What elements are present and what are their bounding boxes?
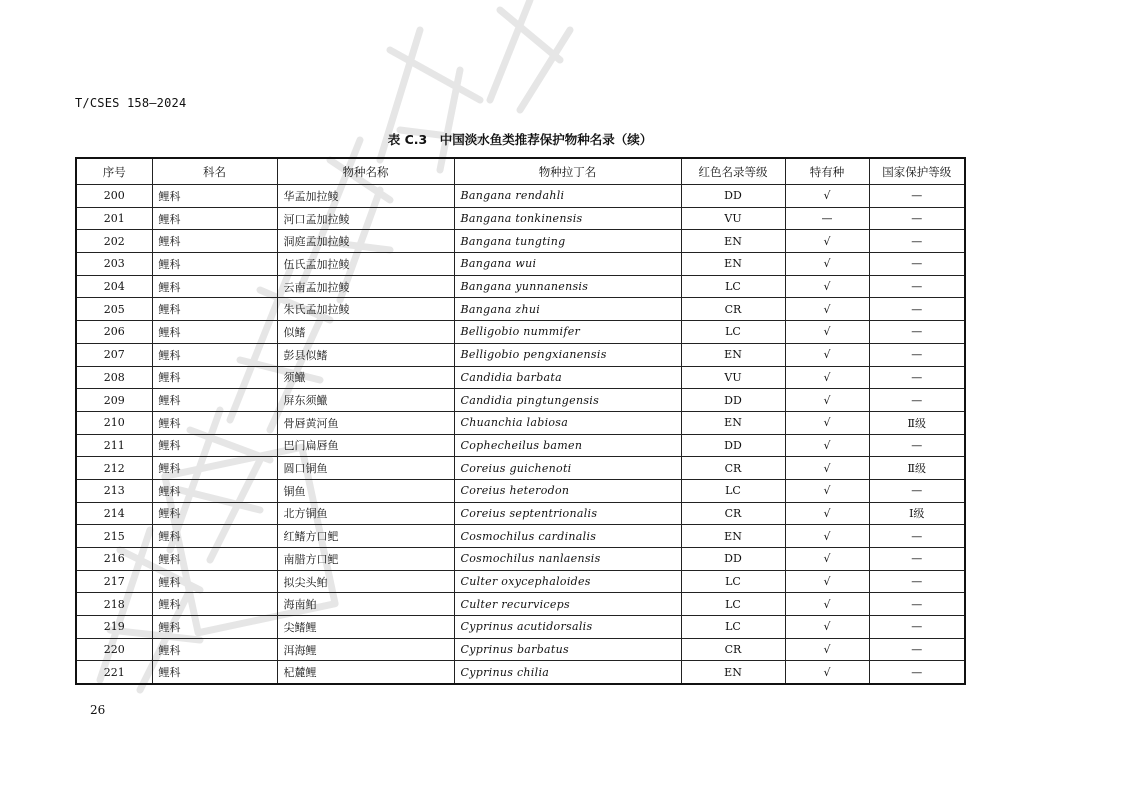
column-header: 红色名录等级 <box>681 158 785 185</box>
latin-name-cell: Cophecheilus bamen <box>454 434 681 457</box>
endemic-cell: √ <box>785 525 869 548</box>
red-list-level-cell: EN <box>681 525 785 548</box>
endemic-cell: √ <box>785 457 869 480</box>
species-name-cell: 彭县似鳍 <box>277 343 454 366</box>
endemic-cell: √ <box>785 434 869 457</box>
family-cell: 鲤科 <box>152 275 277 298</box>
table-row <box>76 230 965 253</box>
protection-level-cell: — <box>869 525 965 548</box>
column-header: 特有种 <box>785 158 869 185</box>
serial-number-cell: 201 <box>76 207 152 230</box>
red-list-level-cell: LC <box>681 321 785 344</box>
family-cell: 鲤科 <box>152 457 277 480</box>
red-list-level-cell: CR <box>681 457 785 480</box>
protection-level-cell: Ⅱ级 <box>869 411 965 434</box>
family-cell: 鲤科 <box>152 366 277 389</box>
protection-level-cell: — <box>869 185 965 208</box>
red-list-level-cell: CR <box>681 502 785 525</box>
latin-name-cell: Coreius septentrionalis <box>454 502 681 525</box>
species-name-cell: 海南鲌 <box>277 593 454 616</box>
document-code: T/CSES 158—2024 <box>75 96 187 110</box>
endemic-cell: √ <box>785 253 869 276</box>
family-cell: 鲤科 <box>152 661 277 684</box>
serial-number-cell: 212 <box>76 457 152 480</box>
species-table <box>75 157 966 685</box>
protection-level-cell: — <box>869 593 965 616</box>
table-row <box>76 411 965 434</box>
family-cell: 鲤科 <box>152 411 277 434</box>
red-list-level-cell: LC <box>681 593 785 616</box>
protection-level-cell: — <box>869 298 965 321</box>
protection-level-cell: Ⅰ级 <box>869 502 965 525</box>
latin-name-cell: Bangana tonkinensis <box>454 207 681 230</box>
latin-name-cell: Chuanchia labiosa <box>454 411 681 434</box>
protection-level-cell: — <box>869 275 965 298</box>
family-cell: 鲤科 <box>152 638 277 661</box>
endemic-cell: √ <box>785 275 869 298</box>
latin-name-cell: Culter recurviceps <box>454 593 681 616</box>
endemic-cell: √ <box>785 638 869 661</box>
red-list-level-cell: CR <box>681 638 785 661</box>
red-list-level-cell: LC <box>681 570 785 593</box>
species-name-cell: 华孟加拉鲮 <box>277 185 454 208</box>
latin-name-cell: Bangana rendahli <box>454 185 681 208</box>
species-name-cell: 洱海鲤 <box>277 638 454 661</box>
protection-level-cell: — <box>869 548 965 571</box>
endemic-cell: √ <box>785 366 869 389</box>
endemic-cell: √ <box>785 343 869 366</box>
red-list-level-cell: EN <box>681 253 785 276</box>
table-row <box>76 525 965 548</box>
red-list-level-cell: VU <box>681 366 785 389</box>
protection-level-cell: — <box>869 661 965 684</box>
column-header: 序号 <box>76 158 152 185</box>
family-cell: 鲤科 <box>152 253 277 276</box>
protection-level-cell: — <box>869 366 965 389</box>
family-cell: 鲤科 <box>152 207 277 230</box>
table-row <box>76 434 965 457</box>
table-row <box>76 638 965 661</box>
red-list-level-cell: LC <box>681 616 785 639</box>
serial-number-cell: 206 <box>76 321 152 344</box>
table-header-row <box>76 158 965 185</box>
red-list-level-cell: CR <box>681 298 785 321</box>
serial-number-cell: 220 <box>76 638 152 661</box>
protection-level-cell: — <box>869 570 965 593</box>
endemic-cell: √ <box>785 185 869 208</box>
latin-name-cell: Bangana wui <box>454 253 681 276</box>
protection-level-cell: — <box>869 479 965 502</box>
latin-name-cell: Bangana zhui <box>454 298 681 321</box>
endemic-cell: √ <box>785 479 869 502</box>
species-name-cell: 河口孟加拉鲮 <box>277 207 454 230</box>
protection-level-cell: — <box>869 638 965 661</box>
endemic-cell: √ <box>785 616 869 639</box>
species-name-cell: 屏东须鱲 <box>277 389 454 412</box>
serial-number-cell: 210 <box>76 411 152 434</box>
red-list-level-cell: LC <box>681 479 785 502</box>
red-list-level-cell: DD <box>681 389 785 412</box>
latin-name-cell: Coreius guichenoti <box>454 457 681 480</box>
table-row <box>76 298 965 321</box>
endemic-cell: — <box>785 207 869 230</box>
serial-number-cell: 200 <box>76 185 152 208</box>
serial-number-cell: 209 <box>76 389 152 412</box>
red-list-level-cell: EN <box>681 230 785 253</box>
red-list-level-cell: DD <box>681 548 785 571</box>
table-row <box>76 457 965 480</box>
serial-number-cell: 219 <box>76 616 152 639</box>
latin-name-cell: Culter oxycephaloides <box>454 570 681 593</box>
species-name-cell: 北方铜鱼 <box>277 502 454 525</box>
table-row <box>76 321 965 344</box>
species-name-cell: 云南孟加拉鲮 <box>277 275 454 298</box>
latin-name-cell: Bangana tungting <box>454 230 681 253</box>
family-cell: 鲤科 <box>152 389 277 412</box>
table-row <box>76 207 965 230</box>
latin-name-cell: Cyprinus chilia <box>454 661 681 684</box>
species-name-cell: 拟尖头鲌 <box>277 570 454 593</box>
endemic-cell: √ <box>785 570 869 593</box>
latin-name-cell: Coreius heterodon <box>454 479 681 502</box>
species-name-cell: 朱氏孟加拉鲮 <box>277 298 454 321</box>
family-cell: 鲤科 <box>152 479 277 502</box>
serial-number-cell: 202 <box>76 230 152 253</box>
species-name-cell: 伍氏孟加拉鲮 <box>277 253 454 276</box>
latin-name-cell: Candidia pingtungensis <box>454 389 681 412</box>
latin-name-cell: Cosmochilus cardinalis <box>454 525 681 548</box>
serial-number-cell: 217 <box>76 570 152 593</box>
red-list-level-cell: DD <box>681 434 785 457</box>
table-row <box>76 548 965 571</box>
species-name-cell: 巴门扁唇鱼 <box>277 434 454 457</box>
red-list-level-cell: DD <box>681 185 785 208</box>
latin-name-cell: Candidia barbata <box>454 366 681 389</box>
protection-level-cell: — <box>869 253 965 276</box>
table-row <box>76 661 965 684</box>
endemic-cell: √ <box>785 389 869 412</box>
red-list-level-cell: LC <box>681 275 785 298</box>
family-cell: 鲤科 <box>152 525 277 548</box>
latin-name-cell: Belligobio pengxianensis <box>454 343 681 366</box>
family-cell: 鲤科 <box>152 616 277 639</box>
latin-name-cell: Cyprinus acutidorsalis <box>454 616 681 639</box>
species-name-cell: 红鳍方口鲃 <box>277 525 454 548</box>
family-cell: 鲤科 <box>152 230 277 253</box>
species-name-cell: 铜鱼 <box>277 479 454 502</box>
table-row <box>76 253 965 276</box>
serial-number-cell: 204 <box>76 275 152 298</box>
species-name-cell: 洞庭孟加拉鲮 <box>277 230 454 253</box>
family-cell: 鲤科 <box>152 434 277 457</box>
family-cell: 鲤科 <box>152 548 277 571</box>
table-row <box>76 570 965 593</box>
serial-number-cell: 211 <box>76 434 152 457</box>
table-row <box>76 275 965 298</box>
column-header: 科名 <box>152 158 277 185</box>
species-name-cell: 杞麓鲤 <box>277 661 454 684</box>
table-row <box>76 366 965 389</box>
red-list-level-cell: VU <box>681 207 785 230</box>
species-name-cell: 须鱲 <box>277 366 454 389</box>
serial-number-cell: 213 <box>76 479 152 502</box>
family-cell: 鲤科 <box>152 502 277 525</box>
red-list-level-cell: EN <box>681 343 785 366</box>
red-list-level-cell: EN <box>681 661 785 684</box>
table-caption: 表 C.3 中国淡水鱼类推荐保护物种名录（续） <box>387 132 653 147</box>
protection-level-cell: — <box>869 321 965 344</box>
endemic-cell: √ <box>785 321 869 344</box>
endemic-cell: √ <box>785 661 869 684</box>
endemic-cell: √ <box>785 411 869 434</box>
serial-number-cell: 208 <box>76 366 152 389</box>
page-number: 26 <box>90 703 106 717</box>
endemic-cell: √ <box>785 230 869 253</box>
serial-number-cell: 216 <box>76 548 152 571</box>
endemic-cell: √ <box>785 593 869 616</box>
protection-level-cell: — <box>869 207 965 230</box>
serial-number-cell: 203 <box>76 253 152 276</box>
serial-number-cell: 207 <box>76 343 152 366</box>
table-row <box>76 616 965 639</box>
latin-name-cell: Cosmochilus nanlaensis <box>454 548 681 571</box>
species-name-cell: 似鳍 <box>277 321 454 344</box>
protection-level-cell: — <box>869 343 965 366</box>
red-list-level-cell: EN <box>681 411 785 434</box>
species-name-cell: 南腊方口鲃 <box>277 548 454 571</box>
protection-level-cell: — <box>869 616 965 639</box>
column-header: 国家保护等级 <box>869 158 965 185</box>
family-cell: 鲤科 <box>152 321 277 344</box>
serial-number-cell: 205 <box>76 298 152 321</box>
table-row <box>76 343 965 366</box>
table-body <box>76 185 965 685</box>
family-cell: 鲤科 <box>152 570 277 593</box>
protection-level-cell: Ⅱ级 <box>869 457 965 480</box>
species-name-cell: 尖鳍鲤 <box>277 616 454 639</box>
latin-name-cell: Belligobio nummifer <box>454 321 681 344</box>
serial-number-cell: 218 <box>76 593 152 616</box>
column-header: 物种拉丁名 <box>454 158 681 185</box>
serial-number-cell: 214 <box>76 502 152 525</box>
table-row <box>76 389 965 412</box>
serial-number-cell: 221 <box>76 661 152 684</box>
endemic-cell: √ <box>785 548 869 571</box>
endemic-cell: √ <box>785 502 869 525</box>
latin-name-cell: Bangana yunnanensis <box>454 275 681 298</box>
protection-level-cell: — <box>869 389 965 412</box>
family-cell: 鲤科 <box>152 185 277 208</box>
table-row <box>76 502 965 525</box>
table-row <box>76 593 965 616</box>
family-cell: 鲤科 <box>152 593 277 616</box>
family-cell: 鲤科 <box>152 343 277 366</box>
endemic-cell: √ <box>785 298 869 321</box>
latin-name-cell: Cyprinus barbatus <box>454 638 681 661</box>
protection-level-cell: — <box>869 434 965 457</box>
species-name-cell: 骨唇黄河鱼 <box>277 411 454 434</box>
protection-level-cell: — <box>869 230 965 253</box>
table-row <box>76 479 965 502</box>
table-row <box>76 185 965 208</box>
column-header: 物种名称 <box>277 158 454 185</box>
species-name-cell: 圆口铜鱼 <box>277 457 454 480</box>
serial-number-cell: 215 <box>76 525 152 548</box>
family-cell: 鲤科 <box>152 298 277 321</box>
